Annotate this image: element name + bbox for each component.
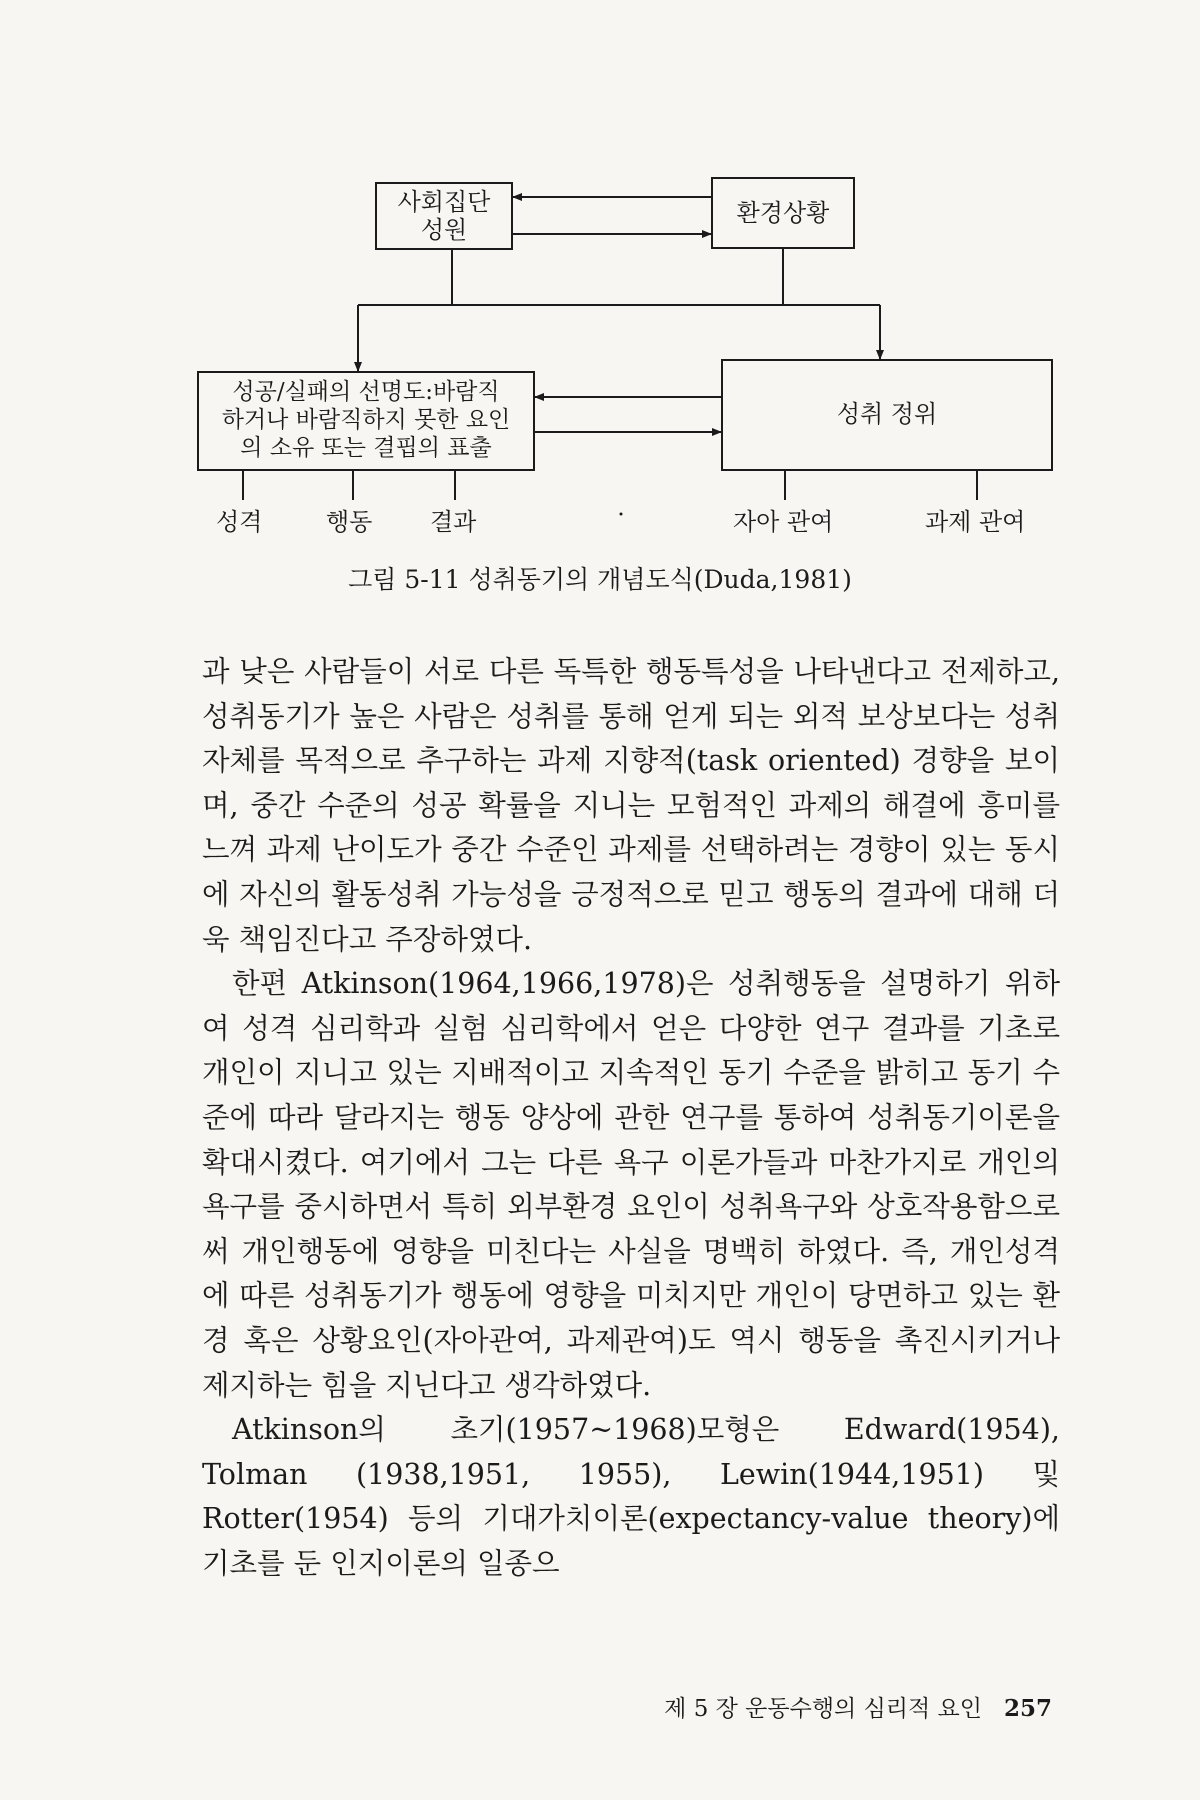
page-number: 257 bbox=[1003, 1695, 1052, 1722]
personality-label: 성격 bbox=[216, 508, 263, 536]
figure-caption: 그림 5-11 성취동기의 개념도식(Duda,1981) bbox=[348, 565, 852, 594]
page-footer bbox=[664, 1690, 1052, 1723]
ego-involvement-label: 자아 관여 bbox=[733, 508, 834, 536]
success-failure-label: 성공/실패의 선명도:바람직 하거나 바람직하지 못한 요인 의 소유 또는 결핍의 표출 bbox=[221, 379, 511, 461]
paragraph: 과 낮은 사람들이 서로 다른 독특한 행동특성을 나타낸다고 전제하고, 성취동기가 높은 사람은 성취를 통해 얻게 되는 외적 보상보다는 성취 자체를 목적으로 추구하는 과제 지향적(task oriented) 경향을 보이며, 중간 수준의 성공 확률을 지니는 모험적인 과제의 해결에 흥미를 느껴 과제 난이도가 중간 수준인 과제를 선택하려는 경향이 있는 동시에 자신의 활동성취 가능성을 긍정적으로 믿고 행동의 결과에 대해 더욱 책임진다고 주장하였다. bbox=[202, 655, 1060, 956]
behavior-label: 행동 bbox=[326, 508, 373, 536]
social-group-label: 사회집단 성원 bbox=[397, 188, 491, 244]
speck-dot bbox=[620, 513, 623, 516]
environment-label: 환경상황 bbox=[736, 199, 830, 227]
chapter-title: 제 5 장 운동수행의 심리적 요인 bbox=[664, 1696, 982, 1722]
concept-diagram bbox=[0, 0, 1200, 560]
achievement-orientation-label: 성취 정위 bbox=[836, 400, 938, 428]
paragraph: 한편 Atkinson(1964,1966,1978)은 성취행동을 설명하기 위하여 성격 심리학과 실험 심리학에서 얻은 다양한 연구 결과를 기초로 개인이 지니고 있는 지배적이고 지속적인 동기 수준을 밝히고 동기 수준에 따라 달라지는 행동 양상에 관한 연구를 통하여 성취동기이론을 확대시켰다. 여기에서 그는 다른 욕구 이론가들과 마찬가지로 개인의 욕구를 중시하면서 특히 외부환경 요인이 성취욕구와 상호작용함으로써 개인행동에 영향을 미친다는 사실을 명백히 하였다. 즉, 개인성격에 따른 성취동기가 행동에 영향을 미치지만 개인이 당면하고 있는 환경 혹은 상황요인(자아관여, 과제관여)도 역시 행동을 촉진시키거나 제지하는 힘을 지닌다고 생각하였다. bbox=[202, 967, 1060, 1402]
body-text bbox=[202, 650, 1060, 1586]
result-label: 결과 bbox=[430, 508, 477, 536]
paragraph: Atkinson의 초기(1957~1968)모형은 Edward(1954), Tolman (1938,1951, 1955), Lewin(1944,1951) 및 Rotter(1954) 등의 기대가치이론(expectancy-value theory)에 기초를 둔 인지이론의 일종으 bbox=[202, 1413, 1060, 1580]
task-involvement-label: 과제 관여 bbox=[925, 508, 1026, 536]
